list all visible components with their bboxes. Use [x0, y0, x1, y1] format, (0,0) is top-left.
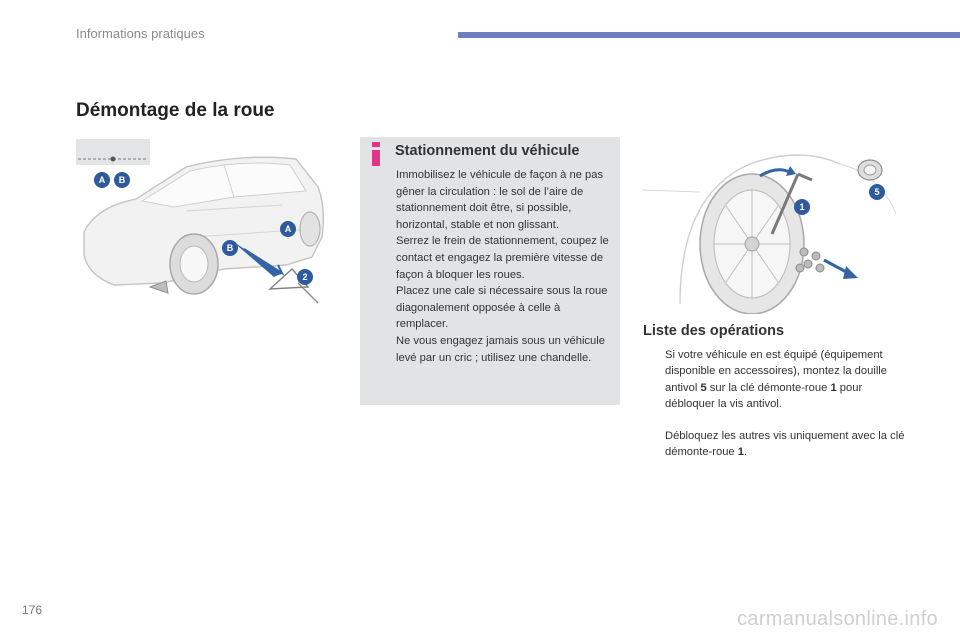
info-box-text: [396, 167, 614, 366]
svg-text:B: B: [226, 243, 234, 253]
watermark-text: carmanualsonline.info: [737, 608, 938, 630]
label-wrench: [794, 199, 810, 215]
info-box: [360, 137, 620, 405]
operations-title: Liste des opérations: [643, 323, 785, 339]
label-a-top: [94, 172, 110, 188]
svg-text:1: 1: [799, 202, 805, 212]
page-number: 176: [22, 603, 43, 617]
svg-text:5: 5: [874, 187, 880, 197]
info-paragraph: Immobilisez le véhicule de façon à ne pas gêner la circulation : le sol de l’aire de stationnement doit être, si possible, horizontal, stable et non glissant.: [396, 169, 604, 231]
label-b-top: [114, 172, 130, 188]
operation-item: Débloquez les autres vis uniquement avec la clé démonte-roue 1.: [665, 430, 905, 459]
wheel-wrench-illustration: [640, 134, 898, 314]
info-paragraph: Ne vous engagez jamais sous un véhicule levé par un cric ; utilisez une chandelle.: [396, 334, 605, 364]
label-a-side: [280, 221, 296, 237]
page-title: Démontage de la roue: [76, 100, 275, 121]
operation-item: Si votre véhicule en est équipé (équipement disponible en accessoires), montez la douille antivol 5 sur la clé démonte-roue 1 pour débloquer la vis antivol.: [665, 349, 888, 410]
label-jack: [297, 269, 313, 285]
car-jack-illustration: [74, 137, 330, 312]
section-title: Informations pratiques: [76, 26, 205, 41]
info-paragraph: Serrez le frein de stationnement, coupez le contact et engagez la première vitesse de façon à bloquer les roues.: [396, 235, 609, 281]
svg-text:B: B: [118, 175, 126, 185]
svg-text:A: A: [98, 175, 106, 185]
label-b-side: [222, 240, 238, 256]
svg-text:2: 2: [302, 272, 308, 282]
info-box-title: Stationnement du véhicule: [395, 143, 580, 159]
info-icon: [369, 142, 383, 166]
svg-text:A: A: [284, 224, 292, 234]
label-socket: [869, 184, 885, 200]
header-bar: [458, 32, 960, 38]
info-paragraph: Placez une cale si nécessaire sous la roue diagonalement opposée à celle à remplacer.: [396, 285, 608, 331]
